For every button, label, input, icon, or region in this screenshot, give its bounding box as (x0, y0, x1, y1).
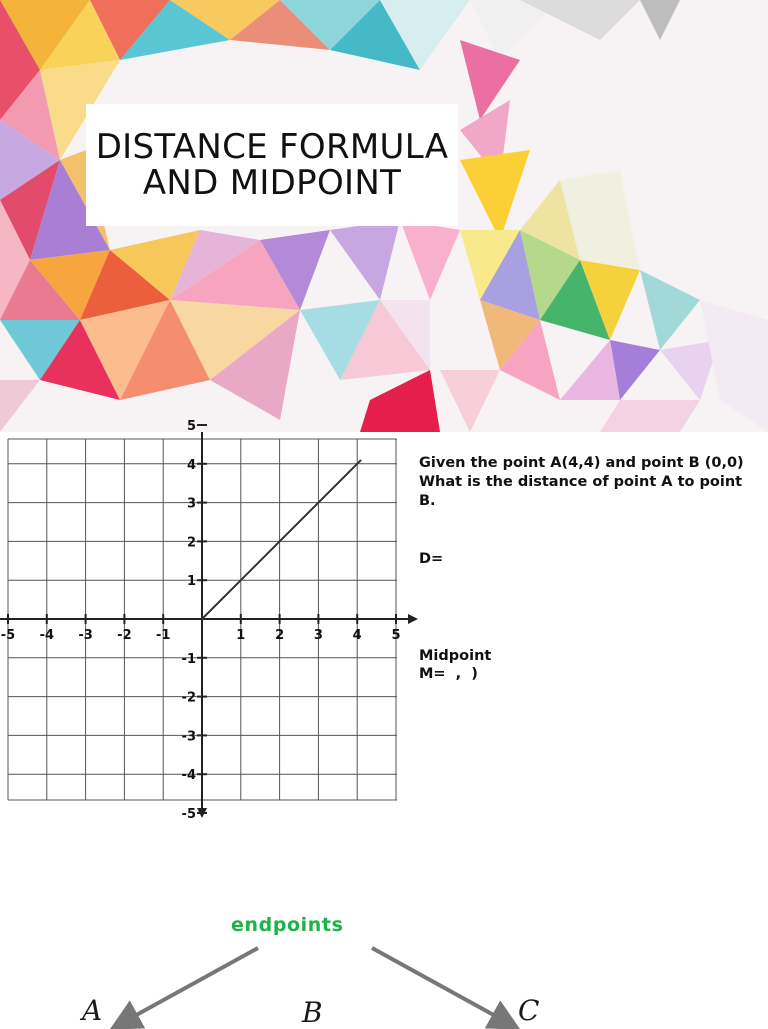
endpoints-label: endpoints (231, 914, 344, 936)
x-tick-label: -3 (78, 628, 93, 643)
line-segment (202, 460, 361, 619)
y-tick-label: -1 (181, 651, 196, 667)
midpoint-label: Midpoint (419, 648, 492, 664)
segment-a-b (202, 460, 361, 619)
y-tick-label: 3 (186, 496, 196, 512)
point-a-label: A (82, 994, 103, 1027)
endpoints-arrows (0, 864, 768, 1024)
x-tick-label: -2 (117, 628, 132, 643)
arrow-to-c (372, 948, 510, 1024)
y-tick-label: -3 (181, 729, 196, 745)
y-tick-label: 5 (186, 419, 196, 434)
x-tick-label: -4 (39, 628, 55, 643)
arrow-to-a (120, 948, 258, 1024)
x-tick-label: 1 (236, 628, 246, 643)
y-tick-label: -2 (181, 690, 196, 706)
axes (0, 425, 418, 818)
point-b-label: B (302, 996, 323, 1029)
question-slide (0, 419, 768, 864)
x-axis-arrow (408, 614, 418, 624)
y-tick-label: 2 (186, 535, 196, 551)
midpoint-value: M= , ) (419, 666, 478, 682)
x-tick-label: -1 (155, 628, 171, 643)
y-tick-label: 4 (186, 457, 196, 473)
x-tick-label: 5 (391, 628, 401, 643)
x-tick-label: 4 (352, 628, 362, 643)
question-text: Given the point A(4,4) and point B (0,0) What is the distance of point A to point B. (419, 455, 744, 509)
y-tick-label: -4 (181, 768, 196, 784)
x-tick-label: 2 (275, 628, 285, 643)
x-tick-label: -5 (0, 628, 16, 643)
title-box (86, 104, 458, 226)
title-slide (0, 0, 768, 432)
coordinate-plane (0, 419, 420, 864)
y-tick-label: 1 (186, 574, 196, 590)
y-tick-label: -5 (181, 807, 196, 822)
endpoints-slide (0, 864, 768, 1029)
slide-title: DISTANCE FORMULA AND MIDPOINT (95, 127, 449, 203)
distance-label: D= (419, 551, 444, 567)
point-c-label: C (518, 994, 540, 1027)
x-tick-label: 3 (313, 628, 323, 643)
